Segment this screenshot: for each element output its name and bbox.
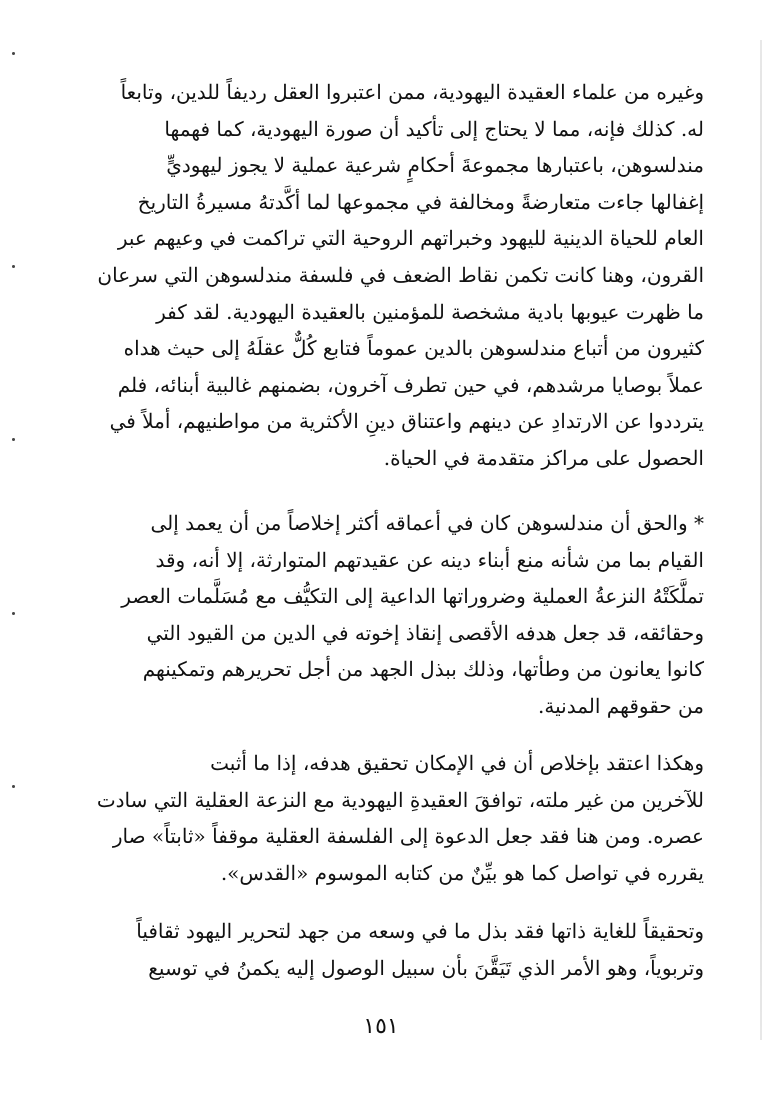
margin-speck <box>12 612 15 615</box>
text-line: تملَّكَتْهُ النزعةُ العملية وضروراتها الداعية إلى التكيُّف مع مُسَلَّمات العصر <box>121 584 704 609</box>
text-line: يقرره في تواصل كما هو بيِّنٌ من كتابه الموسوم «القدس». <box>220 860 704 885</box>
margin-speck <box>12 265 15 268</box>
paragraph-1 <box>64 74 704 477</box>
text-line: وهكذا اعتقد بإخلاص أن في الإمكان تحقيق هدفه، إذا ما أثبت <box>210 751 704 775</box>
paragraph-2 <box>64 505 704 725</box>
paragraph-3 <box>64 745 704 891</box>
text-line: ما ظهرت عيوبها بادية مشخصة للمؤمنين بالعقيدة اليهودية. لقد كفر <box>156 299 704 324</box>
text-line: للآخرين من غير ملته، توافقَ العقيدةِ اليهودية مع النزعة العقلية التي سادت <box>96 787 704 812</box>
text-line: عصره. ومن هنا فقد جعل الدعوة إلى الفلسفة العقلية موقفاً «ثابتاً» صار <box>112 824 704 849</box>
text-line: الحصول على مراكز متقدمة في الحياة. <box>383 445 704 470</box>
margin-speck <box>12 52 15 55</box>
paragraph-4 <box>64 913 704 986</box>
text-line: القيام بما من شأنه منع أبناء دينه عن عقيدتهم المتوارثة، إلا أنه، وقد <box>155 547 704 572</box>
text-line: له. كذلك فإنه، مما لا يحتاج إلى تأكيد أن صورة اليهودية، كما فهمها <box>164 116 704 141</box>
text-line: من حقوقهم المدنية. <box>538 693 704 718</box>
text-line: وحقائقه، قد جعل هدفه الأقصى إنقاذ إخوته في الدين من القيود التي <box>146 620 704 645</box>
text-line: كانوا يعانون من وطأتها، وذلك ببذل الجهد من أجل تحريرهم وتمكينهم <box>142 657 704 682</box>
text-line: إغفالها جاءت متعارضةً ومخالفة في مجموعها لما أكَّدتهُ مسيرةُ التاريخ <box>137 189 704 214</box>
text-line: وتحقيقاً للغاية ذاتها فقد بذل ما في وسعه من جهد لتحرير اليهود ثقافياً <box>136 919 704 943</box>
text-line: وغيره من علماء العقيدة اليهودية، ممن اعتبروا العقل رديفاً للدين، وتابعاً <box>120 80 704 104</box>
text-line: مندلسوهن، باعتبارها مجموعةَ أحكامٍ شرعية عملية لا يجوز ليهوديٍّ <box>166 153 704 178</box>
text-line: وتربوياً، وهو الأمر الذي تَيَقَّنَ بأن سبيل الوصول إليه يكمنُ في توسيع <box>148 955 704 980</box>
text-line: العام للحياة الدينية لليهود وخبراتهم الروحية التي تراكمت في وعيهم عبر <box>117 226 704 251</box>
text-line: يترددوا عن الارتدادِ عن دينهم واعتناق دينِ الأكثرية من مواطنيهم، أملاً في <box>109 409 704 434</box>
text-line: عملاً بوصايا مرشدهم، في حين تطرف آخرون، بضمنهم غالبية أبنائه، فلم <box>117 372 704 397</box>
text-line: كثيرون من أتباع مندلسوهن بالدين عموماً فتابع كُلٌّ عقلَهُ إلى حيث هداه <box>123 336 704 361</box>
page-number: ١٥١ <box>363 1014 399 1039</box>
text-line: * والحق أن مندلسوهن كان في أعماقه أكثر إخلاصاً من أن يعمد إلى <box>150 511 704 535</box>
text-line: القرون، وهنا كانت تكمن نقاط الضعف في فلسفة مندلسوهن التي سرعان <box>97 262 704 287</box>
margin-speck <box>12 785 15 788</box>
margin-speck <box>12 438 15 441</box>
